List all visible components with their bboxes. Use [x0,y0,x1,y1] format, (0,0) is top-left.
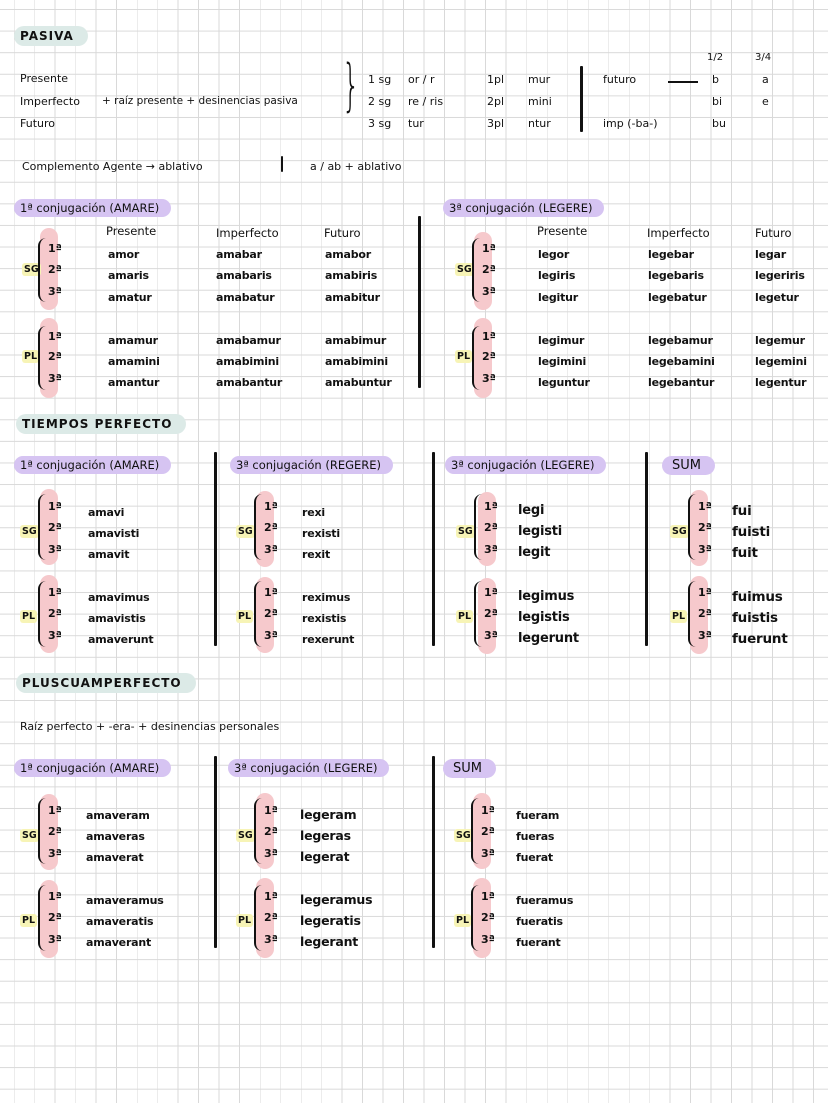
cell: legeras [300,828,351,843]
conj-title-legere: 3ª conjugación (LEGERE) [228,759,389,777]
futuro-12-2: bu [712,117,726,130]
ending-1sg-person: 1 sg [368,73,392,86]
pl-tag: PL [24,351,38,362]
person-3: 3ª [48,629,62,642]
cell: legeriris [755,269,805,282]
person-3: 3ª [48,933,62,946]
cell: rexit [302,548,331,561]
sg-tag: SG [22,526,37,537]
conj-title-amare: 1ª conjugación (AMARE) [14,759,171,777]
left-brace-icon [688,581,696,647]
cell: amor [108,248,140,261]
cell: fueras [516,830,555,843]
cell: legisti [518,524,563,539]
cell: legentur [755,376,807,389]
cell: amabiris [325,269,378,282]
left-brace-icon [472,238,480,302]
person-3: 3ª [481,933,495,946]
divider [418,216,421,388]
person-1: 1ª [482,330,496,343]
left-brace-icon [471,885,479,951]
cell: rexerunt [302,633,355,646]
left-brace-icon [474,494,482,560]
ending-1pl-person: 1pl [487,73,505,86]
cell: legistis [518,610,570,625]
left-brace-icon [254,798,262,864]
cell: fueram [516,809,560,822]
tense-futuro: Futuro [20,117,55,130]
ending-2sg: re / ris [408,95,444,108]
person-1: 1ª [484,500,498,513]
person-2: 2ª [48,607,62,620]
pl-tag: PL [457,351,471,362]
person-2: 2ª [481,911,495,924]
futuro-34-1: e [762,95,769,108]
conj-title-sum: SUM [662,456,715,475]
sg-tag: SG [457,264,472,275]
section-title-pasiva: PASIVA [14,26,88,46]
pl-tag: PL [22,611,36,622]
pl-tag: PL [22,915,36,926]
person-3: 3ª [698,629,712,642]
divider [580,66,583,132]
col-header-presente: Presente [106,224,157,238]
person-2: 2ª [48,825,62,838]
cell: legebar [648,248,694,261]
futuro-34-0: a [762,73,769,86]
cell: legar [755,248,786,261]
cell: legerunt [518,631,579,646]
ending-1pl: mur [528,73,551,86]
cell: legebamur [648,334,713,347]
person-1: 1ª [48,890,62,903]
cell: fui [732,503,752,519]
ending-2sg-person: 2 sg [368,95,392,108]
left-brace-icon [38,494,46,560]
pl-tag: PL [238,915,252,926]
divider [281,156,283,172]
sg-tag: SG [22,830,37,841]
agente-left: Complemento Agente → ablativo [22,160,203,173]
cell: amabamur [216,334,281,347]
person-2: 2ª [264,607,278,620]
col-header-futuro: Futuro [755,226,792,240]
cell: amabimini [325,355,388,368]
cell: legeramus [300,892,373,907]
cell: amabimur [325,334,387,347]
person-3: 3ª [264,543,278,556]
person-1: 1ª [264,890,278,903]
left-brace-icon [472,326,480,390]
person-1: 1ª [48,330,62,343]
ending-3sg: tur [408,117,424,130]
cell: amabaris [216,269,272,282]
person-1: 1ª [484,586,498,599]
dash-line [668,81,698,83]
cell: legebaris [648,269,704,282]
person-3: 3ª [484,543,498,556]
futuro-label: futuro [603,73,637,86]
cell: amavimus [88,591,150,604]
col-34-header: 3/4 [755,52,772,63]
cell: fuistis [732,610,778,626]
conj-title-sum: SUM [443,759,496,778]
sg-tag: SG [24,264,39,275]
divider [645,452,648,646]
cell: amamini [108,355,160,368]
cell: legemur [755,334,805,347]
cell: amamur [108,334,158,347]
cell: amavit [88,548,130,561]
cell: fuerat [516,851,553,864]
cell: amaverant [86,936,152,949]
cell: legimus [518,589,575,604]
col-header-imperfecto: Imperfecto [647,226,710,240]
person-2: 2ª [484,607,498,620]
passive-formula: + raíz presente + desinencias pasiva [102,95,298,107]
conj-title-regere: 3ª conjugación (REGERE) [230,456,393,474]
person-3: 3ª [48,285,62,298]
divider [214,452,217,646]
col-12-header: 1/2 [707,52,724,63]
cell: legerat [300,849,350,864]
ending-3pl: ntur [528,117,551,130]
pluscuam-formula: Raíz perfecto + -era- + desinencias personales [20,720,280,733]
person-3: 3ª [48,543,62,556]
person-3: 3ª [48,847,62,860]
person-1: 1ª [482,242,496,255]
divider [432,756,435,948]
cell: amavi [88,506,125,519]
cell: amaverunt [88,633,154,646]
cell: legit [518,545,551,560]
cell: amaveramus [86,894,164,907]
divider [432,452,435,646]
cell: amabantur [216,376,283,389]
sg-tag: SG [238,830,253,841]
person-2: 2ª [264,521,278,534]
person-2: 2ª [48,350,62,363]
ending-1sg: or / r [408,73,435,86]
agente-right: a / ab + ablativo [310,160,402,173]
cell: legimini [538,355,587,368]
sg-tag: SG [672,526,687,537]
conj-title-amare: 1ª conjugación (AMARE) [14,456,171,474]
cell: legi [518,503,545,518]
conj-title-amare: 1ª conjugación (AMARE) [14,199,171,217]
cell: fuerunt [732,631,788,647]
cell: amabor [325,248,371,261]
person-1: 1ª [48,586,62,599]
cell: rexi [302,506,325,519]
cell: legemini [755,355,807,368]
ending-3sg-person: 3 sg [368,117,392,130]
cell: legeratis [300,913,361,928]
cell: reximus [302,591,351,604]
pl-tag: PL [672,611,686,622]
cell: amantur [108,376,160,389]
conj-title-legere: 3ª conjugación (LEGERE) [443,199,604,217]
left-brace-icon [254,581,262,647]
person-1: 1ª [481,804,495,817]
left-brace-icon [38,798,46,864]
left-brace-icon [38,238,46,302]
person-2: 2ª [481,825,495,838]
person-2: 2ª [48,521,62,534]
cell: amaverat [86,851,144,864]
divider [214,756,217,948]
cell: legimur [538,334,585,347]
cell: amaveratis [86,915,154,928]
cell: fuit [732,545,758,561]
cell: legebamini [648,355,715,368]
person-1: 1ª [264,586,278,599]
cell: amabuntur [325,376,392,389]
ending-2pl-person: 2pl [487,95,505,108]
person-1: 1ª [48,500,62,513]
cell: amavistis [88,612,146,625]
ending-2pl: mini [528,95,552,108]
col-header-futuro: Futuro [324,226,361,240]
cell: amatur [108,291,152,304]
person-2: 2ª [264,825,278,838]
cell: amaveram [86,809,150,822]
sg-tag: SG [238,526,253,537]
cell: fueramus [516,894,574,907]
person-3: 3ª [698,543,712,556]
left-brace-icon [254,494,262,560]
cell: amaris [108,269,149,282]
person-2: 2ª [484,521,498,534]
cell: legebantur [648,376,715,389]
cell: amavisti [88,527,140,540]
futuro-12-1: bi [712,95,723,108]
person-1: 1ª [481,890,495,903]
person-1: 1ª [264,804,278,817]
person-1: 1ª [264,500,278,513]
futuro-12-0: b [712,73,719,86]
cell: amabar [216,248,262,261]
sg-tag: SG [458,526,473,537]
person-2: 2ª [698,607,712,620]
tense-presente: Presente [20,72,69,85]
person-1: 1ª [698,500,712,513]
person-2: 2ª [264,911,278,924]
person-3: 3ª [484,629,498,642]
left-brace-icon [254,885,262,951]
right-brace-icon: } [342,53,360,118]
person-1: 1ª [48,242,62,255]
cell: amabatur [216,291,275,304]
person-2: 2ª [482,350,496,363]
cell: amaveras [86,830,145,843]
pl-tag: PL [238,611,252,622]
pl-tag: PL [458,611,472,622]
col-header-presente: Presente [537,224,588,238]
person-3: 3ª [482,372,496,385]
person-3: 3ª [264,847,278,860]
person-2: 2ª [482,263,496,276]
left-brace-icon [474,581,482,647]
section-title-perfecto: TIEMPOS PERFECTO [16,414,186,434]
cell: rexisti [302,527,340,540]
person-1: 1ª [698,586,712,599]
cell: legebatur [648,291,707,304]
cell: leguntur [538,376,590,389]
col-header-imperfecto: Imperfecto [216,226,279,240]
tense-imperfecto: Imperfecto [20,95,80,108]
conj-title-legere: 3ª conjugación (LEGERE) [445,456,606,474]
cell: legeram [300,807,357,822]
left-brace-icon [38,885,46,951]
cell: amabimini [216,355,279,368]
section-title-pluscuamperfecto: PLUSCUAMPERFECTO [16,673,196,693]
person-2: 2ª [48,911,62,924]
person-3: 3ª [481,847,495,860]
cell: fuimus [732,589,783,605]
cell: legerant [300,934,359,949]
left-brace-icon [471,798,479,864]
cell: fuerant [516,936,561,949]
person-1: 1ª [48,804,62,817]
cell: legetur [755,291,799,304]
cell: amabitur [325,291,380,304]
cell: rexistis [302,612,347,625]
person-3: 3ª [264,629,278,642]
person-3: 3ª [482,285,496,298]
cell: legiris [538,269,576,282]
cell: fueratis [516,915,563,928]
person-3: 3ª [48,372,62,385]
cell: legor [538,248,570,261]
left-brace-icon [38,326,46,390]
person-2: 2ª [48,263,62,276]
cell: legitur [538,291,578,304]
person-2: 2ª [698,521,712,534]
imp-label: imp (-ba-) [603,117,658,130]
person-3: 3ª [264,933,278,946]
ending-3pl-person: 3pl [487,117,505,130]
left-brace-icon [688,494,696,560]
left-brace-icon [38,581,46,647]
cell: fuisti [732,524,771,540]
pl-tag: PL [456,915,470,926]
sg-tag: SG [456,830,471,841]
